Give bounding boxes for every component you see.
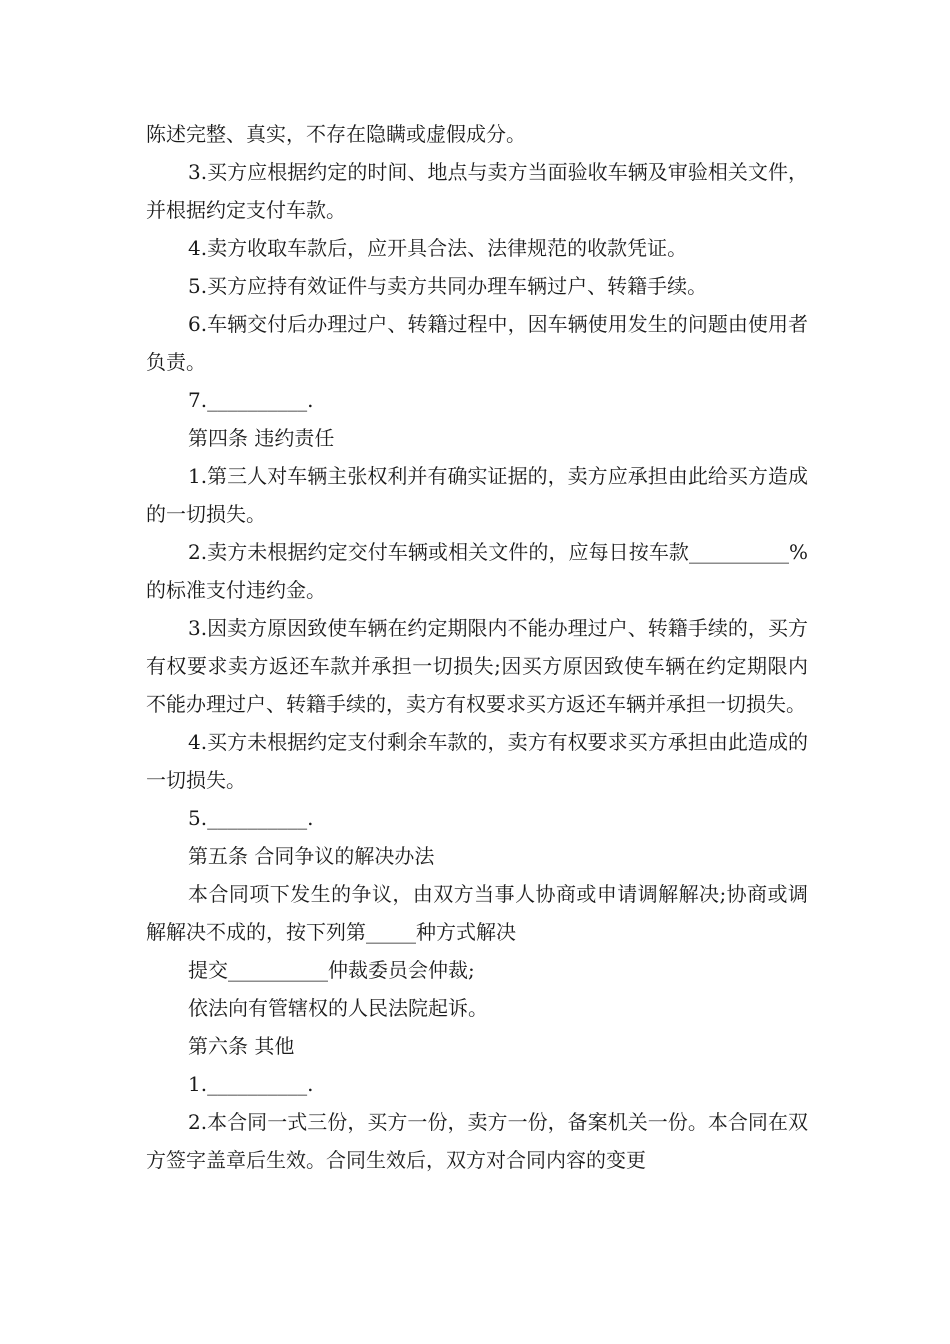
paragraph: 陈述完整、真实，不存在隐瞒或虚假成分。 [146,122,526,146]
paragraph: 依法向有管辖权的人民法院起诉。 [188,996,488,1020]
paragraph: 2.本合同一式三份，买方一份，卖方一份，备案机关一份。本合同在双方签字盖章后生效。合同生效后，双方对合同内容的变更 [146,1110,808,1172]
paragraph: 3.买方应根据约定的时间、地点与卖方当面验收车辆及审验相关文件，并根据约定支付车款。 [146,160,808,222]
paragraph: 5.买方应持有效证件与卖方共同办理车辆过户、转籍手续。 [188,274,708,298]
document-body [146,115,808,1179]
paragraph: 本合同项下发生的争议，由双方当事人协商或申请调解解决;协商或调解解决不成的，按下列第_____种方式解决 [146,882,808,944]
paragraph: 提交__________仲裁委员会仲裁; [188,958,475,982]
paragraph: 4.买方未根据约定支付剩余车款的，卖方有权要求买方承担由此造成的一切损失。 [146,730,808,792]
paragraph: 3.因卖方原因致使车辆在约定期限内不能办理过户、转籍手续的，买方有权要求卖方返还车款并承担一切损失;因买方原因致使车辆在约定期限内不能办理过户、转籍手续的，卖方有权要求买方返还车辆并承担一切损失。 [146,616,808,716]
paragraph: 1.__________. [188,1072,314,1096]
section-heading: 第四条 违约责任 [188,426,335,450]
section-heading: 第五条 合同争议的解决办法 [188,844,435,868]
paragraph: 7.__________. [188,388,314,412]
paragraph: 6.车辆交付后办理过户、转籍过程中，因车辆使用发生的问题由使用者负责。 [146,312,808,374]
paragraph: 4.卖方收取车款后，应开具合法、法律规范的收款凭证。 [188,236,688,260]
paragraph: 2.卖方未根据约定交付车辆或相关文件的，应每日按车款__________%的标准支付违约金。 [146,540,808,602]
section-heading: 第六条 其他 [188,1034,295,1058]
paragraph: 1.第三人对车辆主张权利并有确实证据的，卖方应承担由此给买方造成的一切损失。 [146,464,808,526]
paragraph: 5.__________. [188,806,314,830]
